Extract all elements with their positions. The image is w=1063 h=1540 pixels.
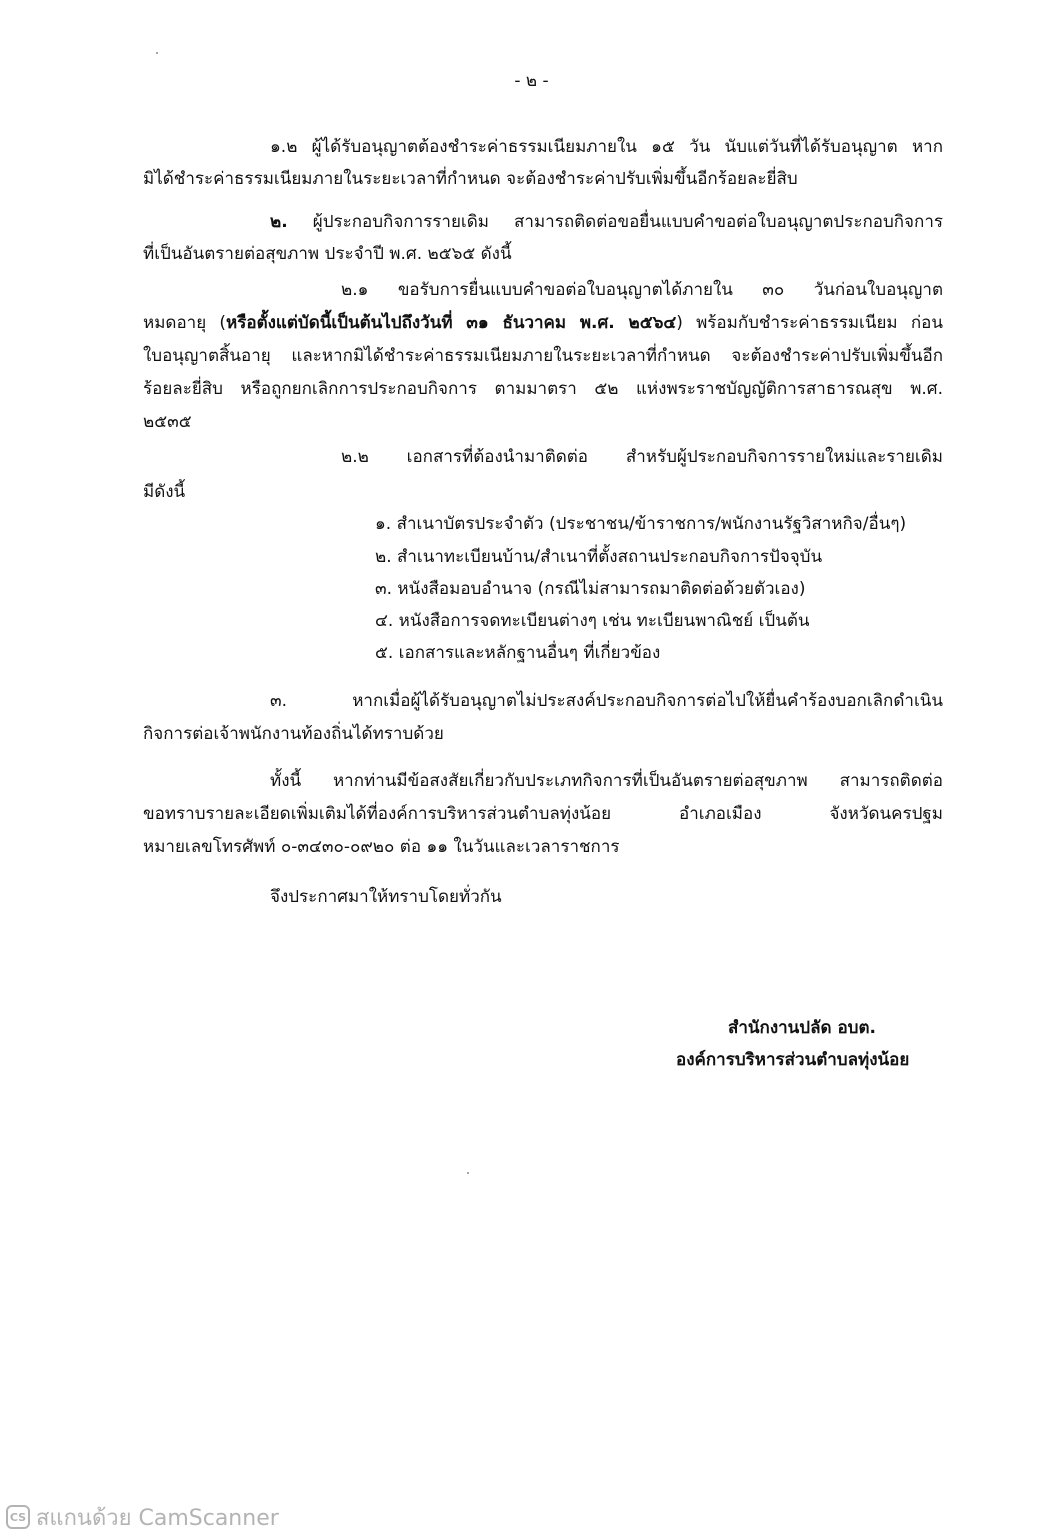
para-2-line-1 [270,211,943,233]
camscanner-watermark [6,1503,279,1531]
closing-statement: จึงประกาศมาให้ทราบโดยทั่วกัน [270,887,502,907]
document-list-item: ๑. สำเนาบัตรประจำตัว (ประชาชน/ข้าราชการ/พนักงานรัฐวิสาหกิจ/อื่นๆ) [375,514,907,534]
document-list-item: ๔. หนังสือการจดทะเบียนต่างๆ เช่น ทะเบียนพาณิชย์ เป็นต้น [375,611,810,631]
contact-line-1: ทั้งนี้ หากท่านมีข้อสงสัยเกี่ยวกับประเภทกิจการที่เป็นอันตรายต่อสุขภาพ สามารถติดต่อ [270,771,943,791]
document-list-item: ๓. หนังสือมอบอำนาจ (กรณีไม่สามารถมาติดต่อด้วยตัวเอง) [375,579,806,599]
signature-organization: องค์การบริหารส่วนตำบลทุ่งน้อย [676,1050,910,1070]
para-2-1-line-5: ๒๕๓๕ [143,412,192,432]
contact-line-2: ขอทราบรายละเอียดเพิ่มเติมได้ที่องค์การบริหารส่วนตำบลทุ่งน้อย อำเภอเมือง จังหวัดนครปฐม [143,804,943,824]
page-number: - ๒ - [514,71,549,91]
para-2-1-line-2-post: ) พร้อมกับชำระค่าธรรมเนียม ก่อน [676,313,943,333]
para-2-line-2: ที่เป็นอันตรายต่อสุขภาพ ประจำปี พ.ศ. ๒๕๖๕ ดังนี้ [143,244,512,264]
signature-office: สำนักงานปลัด อบต. [728,1018,876,1038]
para-2-line-1-text: ผู้ประกอบกิจการรายเดิม สามารถติดต่อขอยื่นแบบคำขอต่อใบอนุญาตประกอบกิจการ [287,212,943,232]
para-2-1-line-2 [143,312,943,334]
para-2-1-line-3: ใบอนุญาตสิ้นอายุ และหากมิได้ชำระค่าธรรมเนียมภายในระยะเวลาที่กำหนด จะต้องชำระค่าปรับเพิ่มขึ้นอีก [143,346,943,366]
camscanner-watermark-text: สแกนด้วย CamScanner [36,1505,279,1531]
document-list-item: ๒. สำเนาทะเบียนบ้าน/สำเนาที่ตั้งสถานประกอบกิจการปัจจุบัน [375,547,823,567]
para-1-2-line-2: มิได้ชำระค่าธรรมเนียมภายในระยะเวลาที่กำหนด จะต้องชำระค่าปรับเพิ่มขึ้นอีกร้อยละยี่สิบ [143,169,798,189]
renewal-deadline: หรือตั้งแต่บัดนี้เป็นต้นไปถึงวันที่ ๓๑ ธันวาคม พ.ศ. ๒๕๖๔ [226,313,677,333]
para-2-2-line-1: ๒.๒ เอกสารที่ต้องนำมาติดต่อ สำหรับผู้ประกอบกิจการรายใหม่และรายเดิม [341,447,943,467]
scan-speck [467,1172,469,1174]
camscanner-logo-icon: CS [6,1505,30,1529]
para-1-2-line-1: ๑.๒ ผู้ได้รับอนุญาตต้องชำระค่าธรรมเนียมภายใน ๑๕ วัน นับแต่วันที่ได้รับอนุญาต หาก [270,137,943,157]
contact-line-3: หมายเลขโทรศัพท์ ๐-๓๔๓๐-๐๙๒๐ ต่อ ๑๑ ในวันและเวลาราชการ [143,837,620,857]
para-2-2-line-2: มีดังนี้ [143,482,186,502]
scan-speck [156,52,158,54]
para-2-number: ๒. [270,212,288,232]
para-3-line-2: กิจการต่อเจ้าพนักงานท้องถิ่นได้ทราบด้วย [143,724,444,744]
para-3-line-1: ๓. หากเมื่อผู้ได้รับอนุญาตไม่ประสงค์ประกอบกิจการต่อไปให้ยื่นคำร้องบอกเลิกดำเนิน [270,691,943,711]
document-list-item: ๕. เอกสารและหลักฐานอื่นๆ ที่เกี่ยวข้อง [375,643,661,663]
para-2-1-line-2-pre: หมดอายุ ( [143,313,227,333]
para-2-1-line-1: ๒.๑ ขอรับการยื่นแบบคำขอต่อใบอนุญาตได้ภายใน ๓๐ วันก่อนใบอนุญาต [341,280,943,300]
para-2-1-line-4: ร้อยละยี่สิบ หรือถูกยกเลิกการประกอบกิจการ ตามมาตรา ๕๒ แห่งพระราชบัญญัติการสาธารณสุข พ.ศ. [143,379,943,399]
